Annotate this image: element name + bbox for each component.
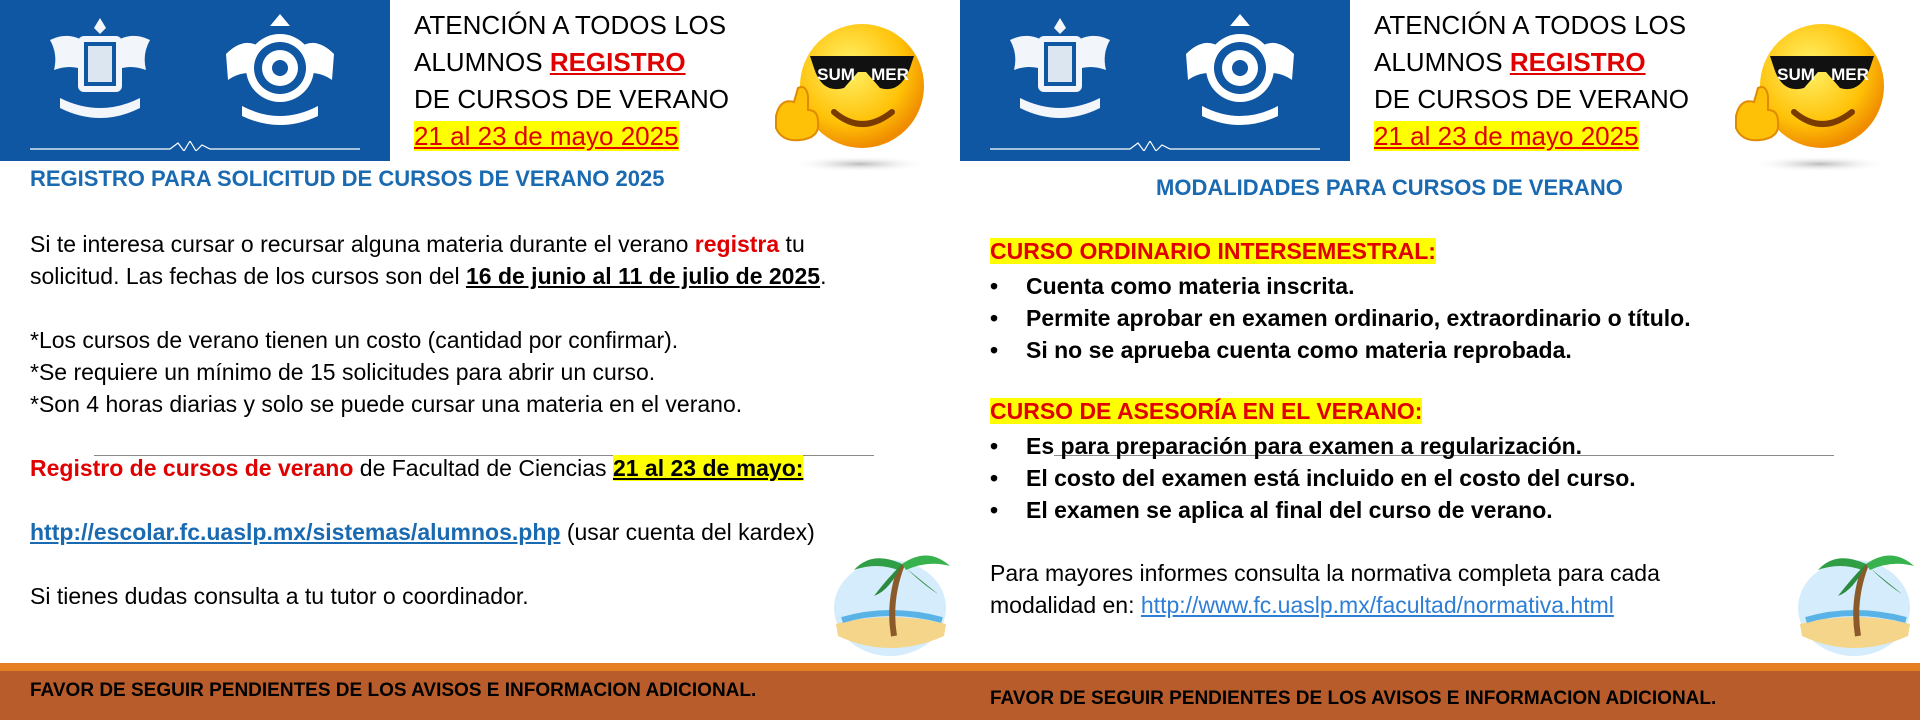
intro-text-b: tu solicitud. Las fechas de los cursos son del: [30, 231, 805, 289]
header-line-3: DE CURSOS DE VERANO: [414, 84, 729, 114]
header-line-3: DE CURSOS DE VERANO: [1374, 84, 1689, 114]
smiley-lens-left: SUM: [1777, 65, 1815, 84]
note-hours: *Son 4 horas diarias y solo se puede cursar una materia en el verano.: [30, 391, 743, 417]
footer-text: FAVOR DE SEGUIR PENDIENTES DE LOS AVISOS E INFORMACION ADICIONAL.: [990, 688, 1717, 709]
footer-banner: [0, 671, 960, 720]
list-item: • Si no se aprueba cuenta como materia reprobada.: [990, 334, 1890, 366]
footer-stripe: [960, 663, 1920, 671]
smiley-lens-right: MER: [1831, 65, 1869, 84]
header-line-2: [1374, 44, 1694, 81]
header-line-2-prefix: ALUMNOS: [1374, 47, 1510, 77]
section-ordinario-title: CURSO ORDINARIO INTERSEMESTRAL:: [990, 238, 1436, 264]
footer-text: FAVOR DE SEGUIR PENDIENTES DE LOS AVISOS E INFORMACION ADICIONAL.: [30, 680, 757, 701]
faculty-seal-icon: [1180, 10, 1300, 130]
course-dates: 16 de junio al 11 de julio de 2025: [465, 263, 821, 289]
smiley-lens-left: SUM: [817, 65, 855, 84]
intro-paragraph: [30, 228, 860, 292]
registration-label: Registro de cursos de verano: [30, 455, 354, 481]
note-cost: *Los cursos de verano tienen un costo (cantidad por confirmar).: [30, 327, 679, 353]
pulse-line-icon: [30, 141, 360, 151]
palm-beach-icon: [1796, 540, 1916, 660]
palm-beach-icon: [832, 540, 952, 660]
university-crest-icon: [40, 10, 160, 130]
section-ordinario: [990, 238, 1436, 265]
slide-modalidades: [960, 0, 1920, 720]
university-crest-icon: [1000, 10, 1120, 130]
header-line-1: ATENCIÓN A TODOS LOS: [1374, 10, 1687, 40]
header-registro-word: REGISTRO: [549, 47, 686, 77]
registration-link-line: [30, 516, 880, 548]
announcement-header: [1374, 7, 1694, 155]
footer-stripe: [0, 663, 960, 671]
list-item: • El costo del examen está incluido en el costo del curso.: [990, 462, 1890, 494]
faculty-seal-icon: [220, 10, 340, 130]
registro-title: REGISTRO PARA SOLICITUD DE CURSOS DE VERANO 2025: [30, 166, 665, 191]
info-paragraph: [990, 557, 1750, 621]
notes-block: [30, 324, 880, 420]
registration-dates: 21 al 23 de mayo:: [612, 455, 804, 481]
section-asesoria: [990, 398, 1422, 425]
modalidades-title: MODALIDADES PARA CURSOS DE VERANO: [1156, 175, 1623, 200]
summer-smiley-icon: [1730, 12, 1890, 172]
smiley-lens-right: MER: [871, 65, 909, 84]
asesoria-list: [990, 430, 1890, 526]
header-line-2: [414, 44, 734, 81]
info-text: Para mayores informes consulta la normativa completa para cada modalidad en:: [990, 560, 1660, 618]
header-date: 21 al 23 de mayo 2025: [1374, 121, 1639, 151]
intro-text-a: Si te interesa cursar o recursar alguna materia durante el verano: [30, 231, 695, 257]
list-item: • El examen se aplica al final del curso de verano.: [990, 494, 1890, 526]
url-note: (usar cuenta del kardex): [560, 519, 815, 545]
intro-registra-word: registra: [694, 231, 780, 257]
help-text: Si tienes dudas consulta a tu tutor o coordinador.: [30, 583, 529, 609]
header-registro-word: REGISTRO: [1509, 47, 1646, 77]
normativa-url-link[interactable]: http://www.fc.uaslp.mx/facultad/normativa.html: [1140, 592, 1614, 618]
header-date: 21 al 23 de mayo 2025: [414, 121, 679, 151]
header-line-1: ATENCIÓN A TODOS LOS: [414, 10, 727, 40]
registration-url-link[interactable]: http://escolar.fc.uaslp.mx/sistemas/alumnos.php: [30, 519, 561, 545]
section-asesoria-title: CURSO DE ASESORÍA EN EL VERANO:: [990, 398, 1423, 424]
list-item: • Permite aprobar en examen ordinario, extraordinario o título.: [990, 302, 1890, 334]
pulse-line-icon: [990, 141, 1320, 151]
logo-banner: [0, 0, 390, 161]
logo-banner: [960, 0, 1350, 161]
registration-line: [30, 452, 880, 484]
ordinario-list: [990, 270, 1890, 366]
announcement-header: [414, 7, 734, 155]
registration-faculty: de Facultad de Ciencias: [353, 455, 613, 481]
header-line-2-prefix: ALUMNOS: [414, 47, 550, 77]
summer-smiley-icon: [770, 12, 930, 172]
note-minimum: *Se requiere un mínimo de 15 solicitudes para abrir un curso.: [30, 359, 656, 385]
footer-banner: [960, 671, 1920, 720]
list-item: • Cuenta como materia inscrita.: [990, 270, 1890, 302]
intro-text-end: .: [820, 263, 827, 289]
list-item: • Es para preparación para examen a regularización.: [990, 430, 1890, 462]
